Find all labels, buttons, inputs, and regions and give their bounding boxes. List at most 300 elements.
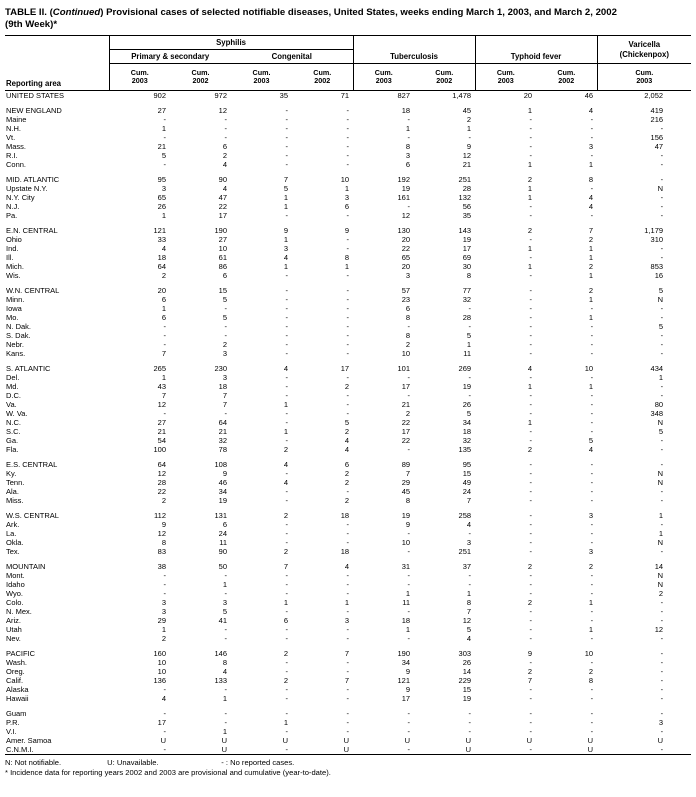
value-cell: -	[529, 253, 533, 262]
value-cell: 135	[458, 445, 472, 454]
value-cell: 8	[222, 658, 227, 667]
value-cell: 21	[218, 427, 227, 436]
value-cell: -	[529, 616, 533, 625]
value-cell: 12	[462, 151, 472, 160]
reporting-area-label: La.	[6, 529, 17, 538]
value-cell: 5	[658, 286, 664, 295]
value-cell: 2	[222, 151, 227, 160]
value-cell: 12	[218, 106, 227, 115]
value-cell: 64	[218, 418, 227, 427]
reporting-area-label: Iowa	[6, 304, 22, 313]
value-cell: -	[590, 373, 594, 382]
value-cell: 121	[153, 226, 166, 235]
value-cell: 853	[650, 262, 664, 271]
value-cell: 15	[218, 286, 227, 295]
value-cell: -	[346, 322, 350, 331]
value-cell: -	[590, 589, 594, 598]
reporting-area-label: Vt.	[6, 133, 16, 142]
value-cell: 28	[462, 184, 472, 193]
value-cell: -	[285, 496, 288, 505]
table-row-new-england	[5, 106, 691, 115]
value-cell: 3	[405, 151, 411, 160]
value-cell: 3	[344, 193, 350, 202]
value-cell: -	[407, 202, 411, 211]
value-cell: 34	[218, 487, 227, 496]
column-header-cum-2003-0: Cum. 2003	[109, 64, 170, 91]
value-cell: -	[660, 460, 664, 469]
value-cell: -	[285, 418, 288, 427]
value-cell: -	[285, 685, 288, 694]
value-cell: 1	[658, 511, 664, 520]
value-cell: 258	[458, 511, 472, 520]
value-cell: 265	[153, 364, 166, 373]
table-row-w-va	[5, 409, 691, 418]
value-cell: -	[529, 340, 533, 349]
primary-secondary-header: Primary & secondary	[109, 50, 231, 64]
value-cell: -	[407, 322, 411, 331]
value-cell: 1	[588, 271, 594, 280]
value-cell: -	[660, 244, 664, 253]
value-cell: -	[346, 391, 350, 400]
value-cell: -	[346, 709, 350, 718]
table-row-n-mex	[5, 607, 691, 616]
value-cell: 20	[157, 286, 166, 295]
value-cell: -	[529, 625, 533, 634]
footnote-legend	[5, 758, 691, 768]
value-cell: 1	[527, 262, 533, 271]
table-title	[5, 7, 691, 30]
value-cell: 19	[401, 184, 411, 193]
value-cell: -	[590, 718, 594, 727]
value-cell: -	[660, 331, 664, 340]
value-cell: 230	[214, 364, 227, 373]
reporting-area-label: N.C.	[6, 418, 21, 427]
value-cell: 19	[462, 382, 472, 391]
value-cell: 3	[588, 547, 594, 556]
value-cell: 146	[214, 649, 227, 658]
value-cell: 7	[344, 649, 350, 658]
value-cell: 6	[283, 616, 288, 625]
value-cell: -	[407, 571, 411, 580]
value-cell: 35	[279, 91, 288, 100]
value-cell: -	[346, 634, 350, 643]
table-row-tex	[5, 547, 691, 556]
reporting-area-label: P.R.	[6, 718, 20, 727]
reporting-area-label: Mont.	[6, 571, 25, 580]
table-row-hawaii	[5, 694, 691, 703]
value-cell: -	[529, 511, 533, 520]
value-cell: 15	[462, 685, 472, 694]
value-cell: U	[414, 745, 475, 755]
value-cell: -	[529, 529, 533, 538]
table-row-pa	[5, 211, 691, 220]
value-cell: 8	[405, 313, 411, 322]
value-cell: -	[407, 373, 411, 382]
value-cell: 160	[153, 649, 166, 658]
reporting-area-label: Amer. Samoa	[6, 736, 52, 745]
value-cell: -	[346, 124, 350, 133]
value-cell: 9	[405, 685, 411, 694]
value-cell: 419	[650, 106, 664, 115]
value-cell: -	[346, 520, 350, 529]
value-cell: 7	[283, 175, 288, 184]
value-cell: 71	[340, 91, 350, 100]
value-cell: -	[285, 529, 288, 538]
value-cell: -	[346, 304, 350, 313]
value-cell: 45	[462, 106, 472, 115]
value-cell: -	[346, 271, 350, 280]
value-cell: 1	[527, 382, 533, 391]
value-cell: 49	[462, 478, 472, 487]
table-row-va	[5, 400, 691, 409]
table-row-oreg	[5, 667, 691, 676]
table-header	[5, 36, 691, 91]
value-cell: 57	[401, 286, 411, 295]
value-cell: -	[529, 124, 533, 133]
value-cell: -	[346, 607, 350, 616]
value-cell: 12	[401, 211, 411, 220]
value-cell: 5	[222, 313, 227, 322]
value-cell: 12	[157, 529, 166, 538]
value-cell: 18	[401, 106, 411, 115]
value-cell: 10	[401, 538, 411, 547]
value-cell: -	[529, 322, 533, 331]
value-cell: -	[346, 115, 350, 124]
reporting-area-label: Miss.	[6, 496, 24, 505]
footnote-unavailable: U: Unavailable.	[107, 758, 159, 767]
table-row-w-n-central	[5, 286, 691, 295]
value-cell: 1	[283, 262, 288, 271]
value-cell: 80	[654, 400, 664, 409]
value-cell: -	[529, 400, 533, 409]
value-cell: -	[285, 391, 288, 400]
value-cell: -	[529, 202, 533, 211]
table-row-s-atlantic	[5, 364, 691, 373]
value-cell: -	[529, 727, 533, 736]
value-cell: 1	[161, 625, 166, 634]
value-cell: -	[660, 487, 664, 496]
value-cell: 26	[462, 658, 472, 667]
value-cell: 7	[466, 607, 472, 616]
value-cell: -	[346, 571, 350, 580]
value-cell: 132	[458, 193, 472, 202]
value-cell: -	[590, 331, 594, 340]
value-cell: 269	[458, 364, 472, 373]
value-cell: 10	[340, 175, 350, 184]
value-cell: -	[660, 634, 664, 643]
value-cell: U	[404, 736, 411, 745]
value-cell: 2	[283, 649, 288, 658]
value-cell: 29	[157, 616, 166, 625]
value-cell: 7	[283, 562, 288, 571]
table-row-united-states	[5, 91, 691, 101]
value-cell: U	[526, 736, 533, 745]
value-cell: 1	[466, 340, 472, 349]
value-cell: 3	[405, 271, 411, 280]
value-cell: 54	[157, 436, 166, 445]
value-cell: 1	[222, 694, 227, 703]
value-cell: 7	[344, 676, 350, 685]
value-cell: 34	[401, 658, 411, 667]
value-cell: 8	[466, 271, 472, 280]
value-cell: 4	[344, 445, 350, 454]
value-cell: -	[224, 625, 227, 634]
reporting-area-label: Tenn.	[6, 478, 25, 487]
value-cell: -	[590, 400, 594, 409]
table-row-e-n-central	[5, 226, 691, 235]
value-cell: 7	[161, 349, 166, 358]
value-cell: -	[407, 607, 411, 616]
value-cell: -	[285, 487, 288, 496]
value-cell: N	[657, 478, 664, 487]
value-cell: 64	[157, 262, 166, 271]
value-cell: 1	[466, 124, 472, 133]
value-cell: -	[285, 625, 288, 634]
value-cell: -	[346, 244, 350, 253]
value-cell: 2	[588, 262, 594, 271]
value-cell: 2	[588, 667, 594, 676]
value-cell: -	[163, 160, 166, 169]
value-cell: 6	[161, 313, 166, 322]
value-cell: 1,179	[644, 226, 664, 235]
reporting-area-label: S. Dak.	[6, 331, 31, 340]
value-cell: -	[660, 340, 664, 349]
value-cell: -	[590, 478, 594, 487]
value-cell: -	[529, 151, 533, 160]
value-cell: U	[465, 736, 472, 745]
value-cell: 130	[397, 226, 411, 235]
value-cell: -	[590, 340, 594, 349]
value-cell: 3	[161, 598, 166, 607]
value-cell: -	[660, 202, 664, 211]
value-cell: 3	[222, 349, 227, 358]
value-cell: 133	[214, 676, 227, 685]
value-cell: -	[660, 253, 664, 262]
value-cell: 9	[344, 226, 350, 235]
reporting-area-label: MID. ATLANTIC	[6, 175, 60, 184]
reporting-area-label: Va.	[6, 400, 17, 409]
table-row-calif	[5, 676, 691, 685]
value-cell: 2	[344, 382, 350, 391]
value-cell: 1	[527, 193, 533, 202]
value-cell: 1	[283, 193, 288, 202]
footnote-not-notifiable: N: Not notifiable.	[5, 758, 62, 767]
value-cell: -	[163, 580, 166, 589]
value-cell: -	[285, 469, 288, 478]
value-cell: -	[529, 469, 533, 478]
value-cell: N	[657, 538, 664, 547]
value-cell: 6	[222, 142, 227, 151]
value-cell: -	[529, 580, 533, 589]
value-cell: -	[590, 658, 594, 667]
reporting-area-label: N. Mex.	[6, 607, 32, 616]
value-cell: 14	[462, 667, 472, 676]
value-cell: -	[346, 286, 350, 295]
reporting-area-label: Ill.	[6, 253, 14, 262]
reporting-area-label: Mo.	[6, 313, 19, 322]
value-cell: 2	[344, 469, 350, 478]
value-cell: 2	[588, 286, 594, 295]
value-cell: -	[590, 634, 594, 643]
reporting-area-label: Kans.	[6, 349, 26, 358]
value-cell: -	[346, 211, 350, 220]
value-cell: -	[590, 151, 594, 160]
value-cell: 50	[218, 562, 227, 571]
value-cell: 6	[344, 202, 350, 211]
value-cell: -	[407, 529, 411, 538]
value-cell: 108	[214, 460, 227, 469]
table-row-ky	[5, 469, 691, 478]
value-cell: 78	[218, 445, 227, 454]
value-cell: 22	[157, 487, 166, 496]
value-cell: -	[346, 538, 350, 547]
value-cell: 6	[222, 520, 227, 529]
footnotes	[5, 755, 691, 777]
value-cell: 10	[157, 658, 166, 667]
reporting-area-label: Nebr.	[6, 340, 24, 349]
value-cell: 9	[527, 649, 533, 658]
table-row-ga	[5, 436, 691, 445]
table-row-okla	[5, 538, 691, 547]
value-cell: -	[660, 658, 664, 667]
value-cell: -	[346, 142, 350, 151]
table-row-e-s-central	[5, 460, 691, 469]
value-cell: 21	[462, 160, 472, 169]
value-cell: 1	[588, 295, 594, 304]
value-cell: -	[529, 658, 533, 667]
value-cell: -	[285, 304, 288, 313]
value-cell: -	[590, 460, 594, 469]
value-cell: 192	[397, 175, 411, 184]
reporting-area-label: N.J.	[6, 202, 20, 211]
value-cell: 32	[462, 436, 472, 445]
value-cell: -	[163, 322, 166, 331]
value-cell: -	[529, 634, 533, 643]
value-cell: U	[343, 736, 350, 745]
value-cell: 1	[527, 106, 533, 115]
value-cell: 7	[466, 496, 472, 505]
value-cell: -	[346, 409, 350, 418]
table-row-md	[5, 382, 691, 391]
value-cell: 41	[218, 616, 227, 625]
value-cell: 9	[222, 469, 227, 478]
value-cell: -	[285, 295, 288, 304]
value-cell: -	[590, 685, 594, 694]
value-cell: -	[346, 349, 350, 358]
value-cell: 14	[654, 562, 664, 571]
value-cell: 190	[214, 226, 227, 235]
table-row-ala	[5, 487, 691, 496]
value-cell: 8	[344, 253, 350, 262]
value-cell: 2	[405, 409, 411, 418]
table-row-nebr	[5, 340, 691, 349]
value-cell: -	[468, 373, 472, 382]
value-cell: 2	[161, 496, 166, 505]
value-cell: 1	[344, 598, 350, 607]
reporting-area-label: UNITED STATES	[6, 91, 65, 100]
reporting-area-label: R.I.	[6, 151, 18, 160]
value-cell: 18	[462, 427, 472, 436]
value-cell: -	[163, 409, 166, 418]
value-cell: 1	[588, 625, 594, 634]
value-cell: -	[468, 529, 472, 538]
value-cell: 90	[218, 547, 227, 556]
value-cell: 9	[405, 520, 411, 529]
value-cell: -	[660, 151, 664, 160]
congenital-header: Congenital	[231, 50, 353, 64]
value-cell: -	[285, 658, 288, 667]
reporting-area-label: Utah	[6, 625, 22, 634]
table-row-n-c	[5, 418, 691, 427]
value-cell: -	[163, 115, 166, 124]
value-cell: -	[529, 211, 533, 220]
reporting-area-label: Wyo.	[6, 589, 24, 598]
value-cell: 2	[405, 340, 411, 349]
value-cell: 348	[650, 409, 664, 418]
value-cell: 827	[397, 91, 411, 100]
reporting-area-label: Mass.	[6, 142, 27, 151]
value-cell: -	[285, 589, 288, 598]
value-cell: 83	[157, 547, 166, 556]
footnote-incidence-note: * Incidence data for reporting years 2002 and 2003 are provisional and cumulative (year-to-date).	[5, 767, 331, 777]
value-cell: -	[407, 133, 411, 142]
tuberculosis-group-header: Tuberculosis	[353, 36, 475, 64]
varicella-label-line1: Varicella	[628, 39, 661, 49]
value-cell: 29	[401, 478, 411, 487]
value-cell: 17	[401, 427, 411, 436]
value-cell: 2	[527, 598, 533, 607]
value-cell: 434	[650, 364, 664, 373]
value-cell: 2	[161, 634, 166, 643]
reporting-area-label: Wash.	[6, 658, 27, 667]
value-cell: -	[346, 580, 350, 589]
value-cell: -	[529, 133, 533, 142]
value-cell: 18	[218, 382, 227, 391]
value-cell: 2	[283, 445, 288, 454]
value-cell: -	[660, 616, 664, 625]
reporting-area-label: Fla.	[6, 445, 19, 454]
value-cell: 7	[222, 391, 227, 400]
value-cell: 4	[344, 562, 350, 571]
value-cell: 26	[157, 202, 166, 211]
value-cell: 4	[527, 364, 533, 373]
value-cell: -	[346, 106, 350, 115]
value-cell: -	[475, 745, 536, 755]
value-cell: 1	[588, 160, 594, 169]
table-row-ark	[5, 520, 691, 529]
value-cell: -	[590, 580, 594, 589]
value-cell: 1	[161, 124, 166, 133]
reporting-area-label: Del.	[6, 373, 20, 382]
value-cell: -	[346, 373, 350, 382]
column-header-cum-2002-1: Cum. 2002	[170, 64, 231, 91]
value-cell: 24	[218, 529, 227, 538]
table-row-n-j	[5, 202, 691, 211]
value-cell: 4	[588, 106, 594, 115]
value-cell: 2	[283, 511, 288, 520]
value-cell: -	[529, 313, 533, 322]
value-cell: 9	[283, 226, 288, 235]
value-cell: 136	[153, 676, 166, 685]
reporting-area-label: Mich.	[6, 262, 24, 271]
value-cell: 10	[218, 244, 227, 253]
reporting-area-label: W.N. CENTRAL	[6, 286, 60, 295]
value-cell: -	[660, 349, 664, 358]
value-cell: -	[468, 391, 472, 400]
value-cell: 8	[588, 676, 594, 685]
value-cell: -	[660, 694, 664, 703]
value-cell: -	[163, 340, 166, 349]
